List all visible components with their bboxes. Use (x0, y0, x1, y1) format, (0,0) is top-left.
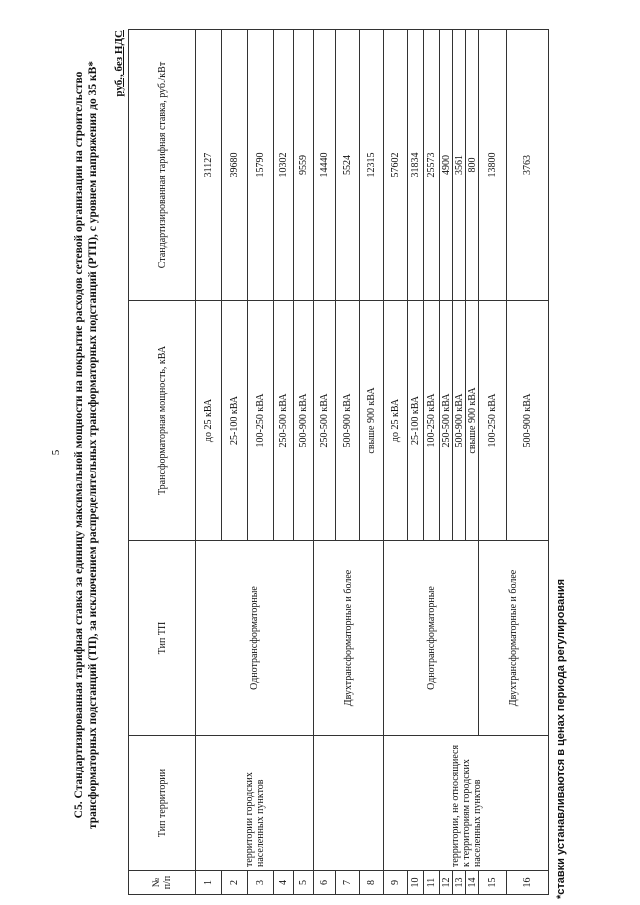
header-territory: Тип территории (129, 736, 196, 871)
row-number: 12 (440, 871, 453, 895)
rate-cell: 3763 (507, 30, 549, 301)
capacity-cell: 100-250 кВА (424, 301, 440, 541)
tariff-table (128, 29, 549, 895)
row-number: 8 (360, 871, 384, 895)
capacity-cell: до 25 кВА (384, 301, 408, 541)
rate-cell: 31834 (408, 30, 424, 301)
header-num: № п/п (129, 871, 196, 895)
capacity-cell: до 25 кВА (196, 301, 222, 541)
row-number: 10 (408, 871, 424, 895)
rate-cell: 39680 (222, 30, 248, 301)
section-heading: С5. Стандартизированная тарифная ставка за единицу максимальной мощности на покрытие расходов сетевой организации на строительство трансформаторных подстанций (ТП), за исключением распределительных трансформаторных подстанций (РТП), с уровнем напряжения до 35 кВ* (73, 60, 99, 830)
tp-type-single-urban: Однотрансформаторные (196, 541, 314, 736)
units-label: руб., без НДС (113, 30, 125, 97)
capacity-cell: 100-250 кВА (479, 301, 507, 541)
table-header-row (129, 30, 196, 895)
tp-type-double-non-urban: Двухтрансформаторные и более (479, 541, 549, 736)
row-number: 3 (248, 871, 274, 895)
rate-cell: 12315 (360, 30, 384, 301)
rate-cell: 57602 (384, 30, 408, 301)
rate-cell: 25573 (424, 30, 440, 301)
capacity-cell: 250-500 кВА (314, 301, 336, 541)
row-number: 2 (222, 871, 248, 895)
territory-non-urban: территории, не относящиеся к территориям городских населенных пунктов (384, 736, 549, 871)
capacity-cell: 500-900 кВА (294, 301, 314, 541)
capacity-cell: 500-900 кВА (507, 301, 549, 541)
capacity-cell: 100-250 кВА (248, 301, 274, 541)
table-row (314, 30, 336, 895)
tp-type-single-non-urban: Однотрансформаторные (384, 541, 479, 736)
capacity-cell: 250-500 кВА (440, 301, 453, 541)
row-number: 15 (479, 871, 507, 895)
rate-cell: 800 (466, 30, 479, 301)
capacity-cell: свыше 900 кВА (360, 301, 384, 541)
table-row (384, 30, 408, 895)
header-capacity: Трансформаторная мощность, кВА (129, 301, 196, 541)
row-number: 7 (336, 871, 360, 895)
header-tp-type: Тип ТП (129, 541, 196, 736)
row-number: 1 (196, 871, 222, 895)
row-number: 5 (294, 871, 314, 895)
row-number: 16 (507, 871, 549, 895)
rate-cell: 31127 (196, 30, 222, 301)
territory-urban-continued (314, 736, 384, 871)
capacity-cell: свыше 900 кВА (466, 301, 479, 541)
capacity-cell: 500-900 кВА (336, 301, 360, 541)
territory-urban: территории городских населенных пунктов (196, 736, 314, 871)
rate-cell: 4900 (440, 30, 453, 301)
row-number: 11 (424, 871, 440, 895)
row-number: 6 (314, 871, 336, 895)
capacity-cell: 500-900 кВА (453, 301, 466, 541)
page-number: 5 (50, 449, 62, 456)
tp-type-double-urban: Двухтрансформаторные и более (314, 541, 384, 736)
rate-cell: 10302 (274, 30, 294, 301)
capacity-cell: 25-100 кВА (222, 301, 248, 541)
row-number: 13 (453, 871, 466, 895)
table-row (196, 30, 222, 895)
rate-cell: 3561 (453, 30, 466, 301)
row-number: 9 (384, 871, 408, 895)
row-number: 4 (274, 871, 294, 895)
rate-cell: 15790 (248, 30, 274, 301)
capacity-cell: 250-500 кВА (274, 301, 294, 541)
capacity-cell: 25-100 кВА (408, 301, 424, 541)
footnote: *ставки устанавливаются в ценах периода регулирования (555, 578, 567, 899)
row-number: 14 (466, 871, 479, 895)
rate-cell: 5524 (336, 30, 360, 301)
rate-cell: 14440 (314, 30, 336, 301)
header-rate: Стандартизированная тарифная ставка, руб./кВт (129, 30, 196, 301)
rate-cell: 9559 (294, 30, 314, 301)
rate-cell: 13800 (479, 30, 507, 301)
